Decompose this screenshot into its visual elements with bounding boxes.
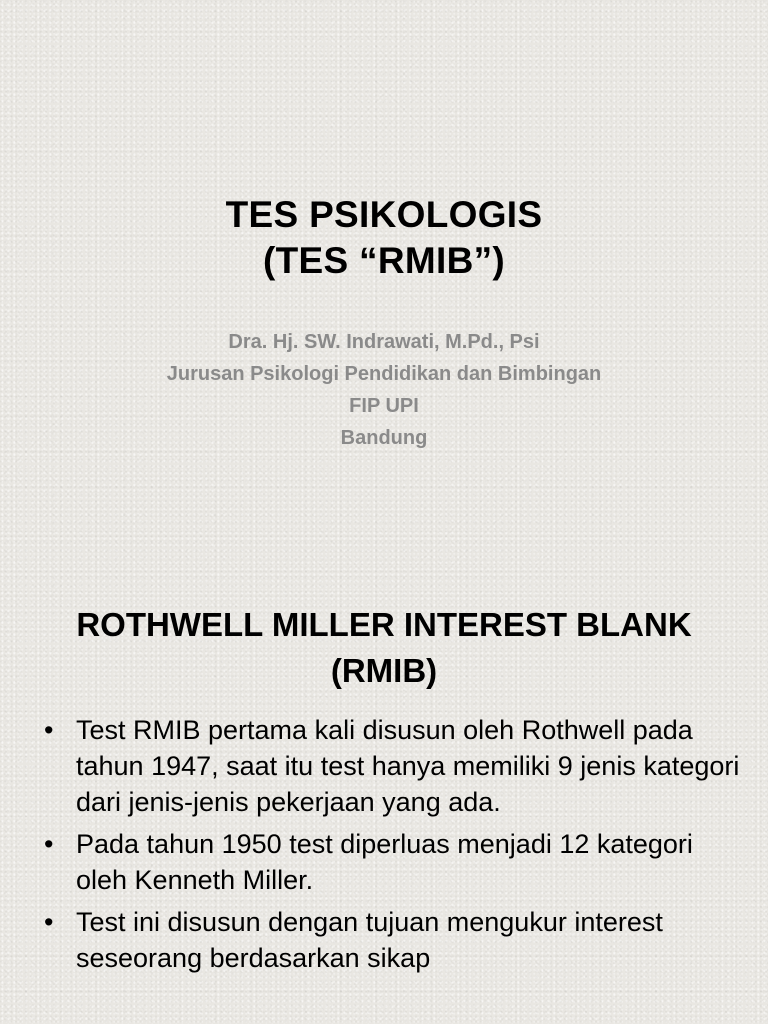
- bullet-dot-icon: •: [44, 829, 54, 859]
- list-item: [40, 904, 740, 976]
- list-item: [40, 712, 740, 820]
- title-line-2: (TES “RMIB”): [262, 240, 506, 281]
- slide-title: [0, 192, 768, 284]
- city: Bandung: [340, 427, 428, 449]
- bullet-text: Test ini disusun dengan tujuan mengukur interest seseorang berdasarkan sikap: [76, 907, 663, 973]
- department: Jurusan Psikologi Pendidikan dan Bimbingan: [166, 363, 602, 385]
- bullet-text: Pada tahun 1950 test diperluas menjadi 12 kategori oleh Kenneth Miller.: [76, 829, 693, 895]
- bullet-list: [40, 712, 740, 982]
- slide-heading: [0, 602, 768, 694]
- list-item: [40, 826, 740, 898]
- slide-subtitle: [0, 326, 768, 454]
- bullet-dot-icon: •: [44, 715, 54, 745]
- bullet-dot-icon: •: [44, 907, 54, 937]
- bullet-text: Test RMIB pertama kali disusun oleh Rothwell pada tahun 1947, saat itu test hanya memiliki 9 jenis kategori dari jenis-jenis pekerjaan yang ada.: [76, 715, 740, 817]
- content-slide: [0, 512, 768, 1024]
- heading-line-1: ROTHWELL MILLER INTEREST BLANK: [76, 606, 692, 643]
- author-name: Dra. Hj. SW. Indrawati, M.Pd., Psi: [228, 331, 540, 353]
- title-line-1: TES PSIKOLOGIS: [225, 194, 543, 235]
- heading-line-2: (RMIB): [330, 652, 438, 689]
- faculty: FIP UPI: [349, 395, 419, 417]
